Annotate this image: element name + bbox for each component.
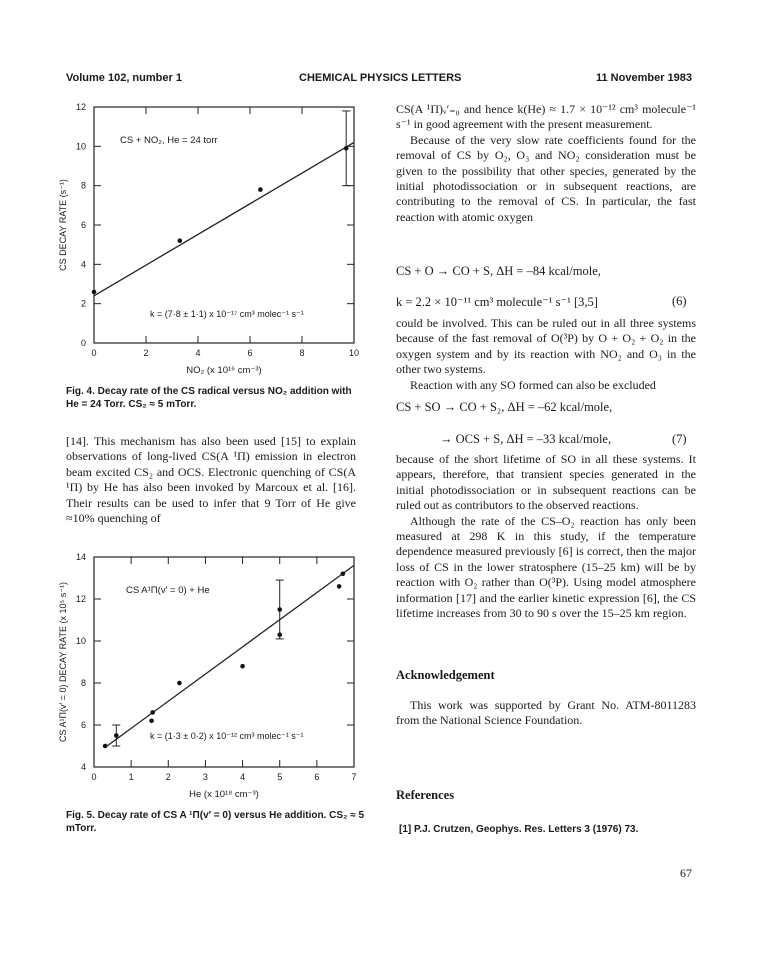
- left-paragraph-text: [14]. This mechanism has also been used [15] to explain observations of long-lived CS(A ¹Π) emission in electron beam excited CS₂ and OCS. Electronic quenching of CS(A ¹Π) by He has also been invoked by Marcoux et al. [16]. Their results can be used to infer that 9 Torr of He give ≈10% quenching of: [66, 434, 356, 526]
- equation-2-number: (6): [672, 294, 687, 308]
- equation-2: k = 2.2 × 10⁻¹¹ cm³ molecule⁻¹ s⁻¹ [3,5]: [396, 295, 598, 309]
- right-paragraph-5: because of the short lifetime of SO in all these systems. It appears, therefore, that transient species generated in the initial photodissociation or in subsequent reactions can be ruled out as contributors to the observed reactions.: [396, 452, 696, 513]
- y-tick-label: 14: [75, 552, 86, 562]
- legend-label: CS + NO₂, He = 24 torr: [120, 135, 218, 146]
- data-point: [341, 572, 346, 577]
- right-paragraph-4: Reaction with any SO formed can also be excluded: [410, 377, 656, 392]
- left-paragraph: [66, 434, 356, 526]
- header-volume: Volume 102, number 1: [66, 72, 182, 84]
- x-tick-label: 0: [91, 348, 97, 358]
- x-tick-label: 4: [195, 348, 201, 358]
- figure-4-chart: [40, 95, 380, 385]
- data-point: [337, 584, 342, 589]
- acknowledgement-paragraph: This work was supported by Grant No. ATM-8011283 from the National Science Foundation.: [396, 698, 696, 728]
- y-tick-label: 6: [80, 720, 86, 730]
- y-tick-label: 10: [75, 636, 86, 646]
- figure-4-caption: Fig. 4. Decay rate of the CS radical versus NO₂ addition with He = 24 Torr. CS₂ ≈ 5 mTorr.: [66, 386, 352, 410]
- data-point: [92, 290, 97, 295]
- x-tick-label: 0: [91, 772, 97, 782]
- references-heading: References: [396, 788, 455, 802]
- data-point: [178, 238, 183, 243]
- data-point: [150, 710, 155, 715]
- equation-4: → OCS + S, ΔH = –33 kcal/mole,: [440, 432, 612, 446]
- x-tick-label: 10: [348, 348, 360, 358]
- equation-4-number: (7): [672, 432, 687, 446]
- y-tick-label: 6: [80, 220, 86, 230]
- data-point: [149, 719, 154, 724]
- x-tick-label: 2: [165, 772, 171, 782]
- reference-1: [1] P.J. Crutzen, Geophys. Res. Letters 3 (1976) 73.: [399, 824, 639, 835]
- data-point: [277, 607, 282, 612]
- y-tick-label: 2: [80, 298, 86, 309]
- y-tick-label: 0: [80, 338, 86, 348]
- y-tick-label: 4: [80, 762, 86, 772]
- legend-label: CS A¹Π(v′ = 0) + He: [126, 585, 210, 596]
- x-tick-label: 2: [143, 348, 149, 358]
- right-column-top: [396, 102, 696, 225]
- data-point: [114, 733, 119, 738]
- data-point: [103, 744, 108, 749]
- header-journal: CHEMICAL PHYSICS LETTERS: [299, 72, 462, 84]
- x-axis-label: He (x 10¹⁸ cm⁻³): [189, 789, 259, 800]
- x-tick-label: 4: [240, 772, 246, 782]
- acknowledgement-heading: Acknowledgement: [396, 668, 495, 682]
- x-tick-label: 3: [202, 772, 208, 782]
- right-column-bottom: [396, 452, 696, 621]
- page-number: 67: [680, 866, 692, 880]
- y-axis-label: CS A¹Π(v′ = 0) DECAY RATE (x 10⁵ s⁻¹): [58, 582, 68, 742]
- y-tick-label: 12: [75, 594, 86, 604]
- right-paragraph-1: CS(A ¹Π)ᵥ′₌₀ and hence k(He) ≈ 1.7 × 10⁻¹² cm³ molecule⁻¹ s⁻¹ in good agreement with the present measurement.: [396, 102, 696, 132]
- right-paragraph-6: Although the rate of the CS–O₂ reaction has only been measured at 298 K in this study, if the temperature dependence measured previously [6] is correct, then the major loss of CS in the lower stratosphere (15–25 km) will be by reaction with O₂ rather than O(³P). Using model atmosphere information [17] and the earlier kinetic expression [6], the CS lifetime increases from 30 to 90 s over the 15–25 km region.: [396, 513, 696, 621]
- rate-annotation: k = (7·8 ± 1·1) x 10⁻¹⁷ cm³ molec⁻¹ s⁻¹: [150, 309, 304, 319]
- x-tick-label: 8: [299, 348, 305, 358]
- acknowledgement-text: [396, 698, 696, 729]
- y-tick-label: 4: [80, 259, 86, 270]
- x-tick-label: 5: [277, 772, 283, 782]
- y-tick-label: 12: [75, 102, 86, 112]
- right-paragraph-3: could be involved. This can be ruled out in all three systems because of the fast removal of O(³P) by O + O₂ + O₂ in the oxygen system and by its reaction with NO₂ and O₃ in the other two systems.: [396, 316, 696, 377]
- right-paragraph-2: Because of the very slow rate coefficients found for the removal of CS by O₂, O₃ and NO₂ consideration must be given to the possibility that other species, generated by the initial photodissociation or in subsequent reactions, are contributing to the removal of CS. In particular, the fast reaction with atomic oxygen: [396, 132, 696, 224]
- data-point: [177, 681, 182, 686]
- y-tick-label: 8: [80, 678, 86, 688]
- equation-3: CS + SO → CO + S₂, ΔH = –62 kcal/mole,: [396, 400, 613, 414]
- header-date: 11 November 1983: [596, 72, 693, 84]
- data-point: [258, 187, 263, 192]
- data-point: [344, 146, 349, 151]
- figure-5-chart: [40, 545, 380, 805]
- y-tick-label: 8: [80, 180, 86, 191]
- x-tick-label: 6: [247, 348, 253, 358]
- figure-5-caption: Fig. 5. Decay rate of CS A ¹Π(v′ = 0) versus He addition. CS₂ ≈ 5 mTorr.: [66, 810, 365, 834]
- right-column-middle: [396, 316, 696, 393]
- x-axis-label: NO₂ (x 10¹⁶ cm⁻³): [186, 365, 262, 376]
- data-point: [240, 664, 245, 669]
- y-axis-label: CS DECAY RATE (s⁻¹): [58, 179, 68, 271]
- fit-line: [94, 142, 354, 295]
- x-tick-label: 7: [351, 772, 357, 782]
- rate-annotation: k = (1·3 ± 0·2) x 10⁻¹² cm³ molec⁻¹ s⁻¹: [150, 731, 304, 741]
- equation-1: CS + O → CO + S, ΔH = –84 kcal/mole,: [396, 264, 601, 278]
- x-tick-label: 1: [128, 772, 134, 782]
- x-tick-label: 6: [314, 772, 320, 782]
- y-tick-label: 10: [75, 141, 86, 152]
